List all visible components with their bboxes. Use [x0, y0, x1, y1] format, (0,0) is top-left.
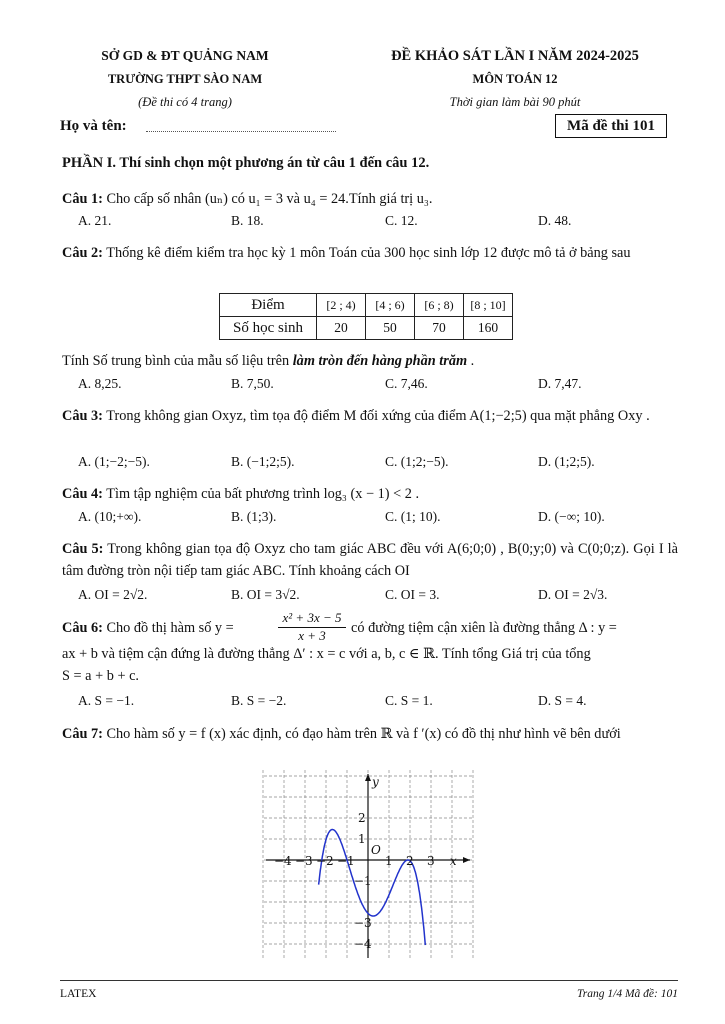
question-text: Tìm tập nghiệm của bất phương trình log₃ (x − 1) < 2 . — [106, 486, 420, 502]
x-axis-arrow-icon — [463, 857, 470, 863]
option-a[interactable]: A. 21. — [78, 213, 112, 228]
option-a[interactable]: A. 8,25. — [78, 376, 122, 391]
table-cell: [2 ; 4) — [317, 294, 366, 317]
option-c[interactable]: C. (1; 10). — [385, 509, 441, 524]
table-cell: Điểm — [220, 294, 317, 317]
subject: MÔN TOÁN 12 — [472, 72, 558, 86]
footer-divider — [60, 980, 678, 981]
option-d[interactable]: D. 7,47. — [538, 376, 582, 391]
question-label: Câu 6: — [62, 620, 103, 636]
option-c[interactable]: C. 7,46. — [385, 376, 428, 391]
x-tick-label: −2 — [316, 854, 334, 868]
question-label: Câu 5: — [62, 541, 104, 557]
option-b[interactable]: B. 7,50. — [231, 376, 274, 391]
section-title: PHẦN I. Thí sinh chọn một phương án từ câu 1 đến câu 12. — [62, 155, 430, 171]
table-row — [220, 317, 513, 340]
option-b[interactable]: B. (−1;2;5). — [231, 454, 295, 469]
table-cell: 70 — [415, 317, 464, 340]
option-a[interactable]: A. (1;−2;−5). — [78, 454, 150, 469]
option-b[interactable]: B. (1;3). — [231, 509, 277, 524]
question-text: Tính Số trung bình của mẫu số liệu trên — [62, 353, 290, 369]
question-7 — [62, 723, 678, 745]
name-label: Họ và tên: — [60, 118, 127, 134]
option-a[interactable]: A. (10;+∞). — [78, 509, 142, 524]
question-text: có đường tiệm cận xiên là đường thẳng Δ : y = — [351, 620, 617, 636]
exam-code-box: Mã đề thi 101 — [555, 114, 667, 138]
option-d[interactable]: D. (−∞; 10). — [538, 509, 605, 524]
question-label: Câu 3: — [62, 408, 103, 424]
option-c[interactable]: C. 12. — [385, 213, 418, 228]
question-1 — [62, 188, 678, 210]
options-4 — [78, 509, 678, 529]
question-text: Thống kê điểm kiểm tra học kỳ 1 môn Toán của 300 học sinh lớp 12 được mô tả ở bảng sau — [106, 245, 631, 261]
table-row — [220, 294, 513, 317]
school-name: TRƯỜNG THPT SÀO NAM — [107, 72, 263, 86]
x-tick-label: 1 — [385, 854, 393, 868]
question-text: Trong không gian Oxyz, tìm tọa độ điểm M đối xứng của điểm A(1;−2;5) qua mặt phẳng Oxy . — [106, 408, 650, 424]
table-cell: 20 — [317, 317, 366, 340]
dept-name: SỞ GD & ĐT QUẢNG NAM — [101, 48, 269, 63]
question-text: Cho đồ thị hàm số y = — [106, 620, 234, 636]
origin-label: O — [371, 843, 381, 857]
options-3 — [78, 454, 678, 474]
question-6-line1 — [62, 620, 234, 637]
question-2-after: Tính Số trung bình của mẫu số liệu trên làm tròn đến hàng phần trăm . — [62, 353, 475, 369]
option-c[interactable]: C. S = 1. — [385, 693, 433, 708]
frequency-table — [219, 293, 513, 340]
latex-logo: LATEX — [60, 988, 97, 1000]
question-2 — [62, 242, 678, 264]
options-6 — [78, 693, 678, 713]
option-c[interactable]: C. OI = 3. — [385, 587, 440, 602]
table-cell: [4 ; 6) — [366, 294, 415, 317]
fraction-numerator: x² + 3x − 5 — [278, 610, 346, 628]
question-3 — [62, 405, 678, 427]
question-text: ax + b và tiệm cận đứng là đường thẳng Δ′ : x = c với a, b, c ∈ ℝ. Tính tổng Giá trị của tổng — [62, 646, 591, 662]
option-d[interactable]: D. 48. — [538, 213, 572, 228]
option-a[interactable]: A. S = −1. — [78, 693, 135, 708]
x-tick-label: −4 — [274, 854, 292, 868]
table-cell: [8 ; 10] — [464, 294, 513, 317]
question-text: Cho cấp số nhân (uₙ) có u₁ = 3 và u₄ = 24.Tính giá trị u₃. — [106, 191, 433, 207]
options-2 — [78, 376, 678, 396]
option-d[interactable]: D. S = 4. — [538, 693, 587, 708]
question-label: Câu 2: — [62, 245, 103, 261]
y-axis-label: y — [372, 775, 379, 789]
question-label: Câu 7: — [62, 726, 103, 742]
page-count-note: (Đề thi có 4 trang) — [138, 95, 232, 109]
options-5 — [78, 587, 678, 607]
page-number: Trang 1/4 Mã đề: 101 — [577, 988, 678, 1000]
question-label: Câu 4: — [62, 486, 103, 502]
option-b[interactable]: B. OI = 3√2. — [231, 587, 300, 602]
derivative-graph — [262, 768, 474, 960]
emphasis-text: làm tròn đến hàng phần trăm — [292, 353, 468, 369]
option-d[interactable]: D. (1;2;5). — [538, 454, 595, 469]
option-b[interactable]: B. S = −2. — [231, 693, 287, 708]
option-b[interactable]: B. 18. — [231, 213, 264, 228]
question-text: Cho hàm số y = f (x) xác định, có đạo hàm trên ℝ và f ′(x) có đồ thị như hình vẽ bên dưới — [106, 726, 621, 742]
question-5 — [62, 538, 678, 582]
x-axis-label: x — [449, 854, 457, 868]
question-text: S = a + b + c. — [62, 668, 139, 684]
fraction-denominator: x + 3 — [298, 628, 326, 643]
duration: Thời gian làm bài 90 phút — [449, 95, 581, 109]
option-a[interactable]: A. OI = 2√2. — [78, 587, 148, 602]
exam-title: ĐỀ KHẢO SÁT LẦN I NĂM 2024-2025 — [391, 48, 639, 64]
table-cell: Số học sinh — [220, 317, 317, 340]
options-1 — [78, 213, 678, 233]
question-text: Trong không gian tọa độ Oxyz cho tam giác ABC đều với A(6;0;0) , B(0;y;0) và C(0;0;z). Gọi I là tâm đường tròn nội tiếp tam giác ABC. Tính khoảng cách OI — [62, 541, 678, 579]
x-tick-label: −1 — [337, 854, 355, 868]
option-d[interactable]: D. OI = 2√3. — [538, 587, 608, 602]
y-tick-label: −4 — [354, 937, 372, 951]
y-tick-label: 1 — [358, 832, 366, 846]
table-cell: [6 ; 8) — [415, 294, 464, 317]
x-tick-label: 3 — [427, 854, 435, 868]
x-tick-label: −3 — [295, 854, 313, 868]
fraction — [278, 610, 346, 644]
option-c[interactable]: C. (1;2;−5). — [385, 454, 449, 469]
y-tick-label: 2 — [358, 811, 366, 825]
y-axis-arrow-icon — [365, 774, 371, 781]
x-tick-label: 2 — [406, 854, 414, 868]
table-cell: 50 — [366, 317, 415, 340]
y-tick-label: −3 — [354, 916, 372, 930]
table-cell: 160 — [464, 317, 513, 340]
name-field[interactable] — [146, 131, 336, 132]
question-4 — [62, 483, 678, 505]
question-label: Câu 1: — [62, 191, 103, 207]
y-tick-label: −1 — [354, 874, 372, 888]
